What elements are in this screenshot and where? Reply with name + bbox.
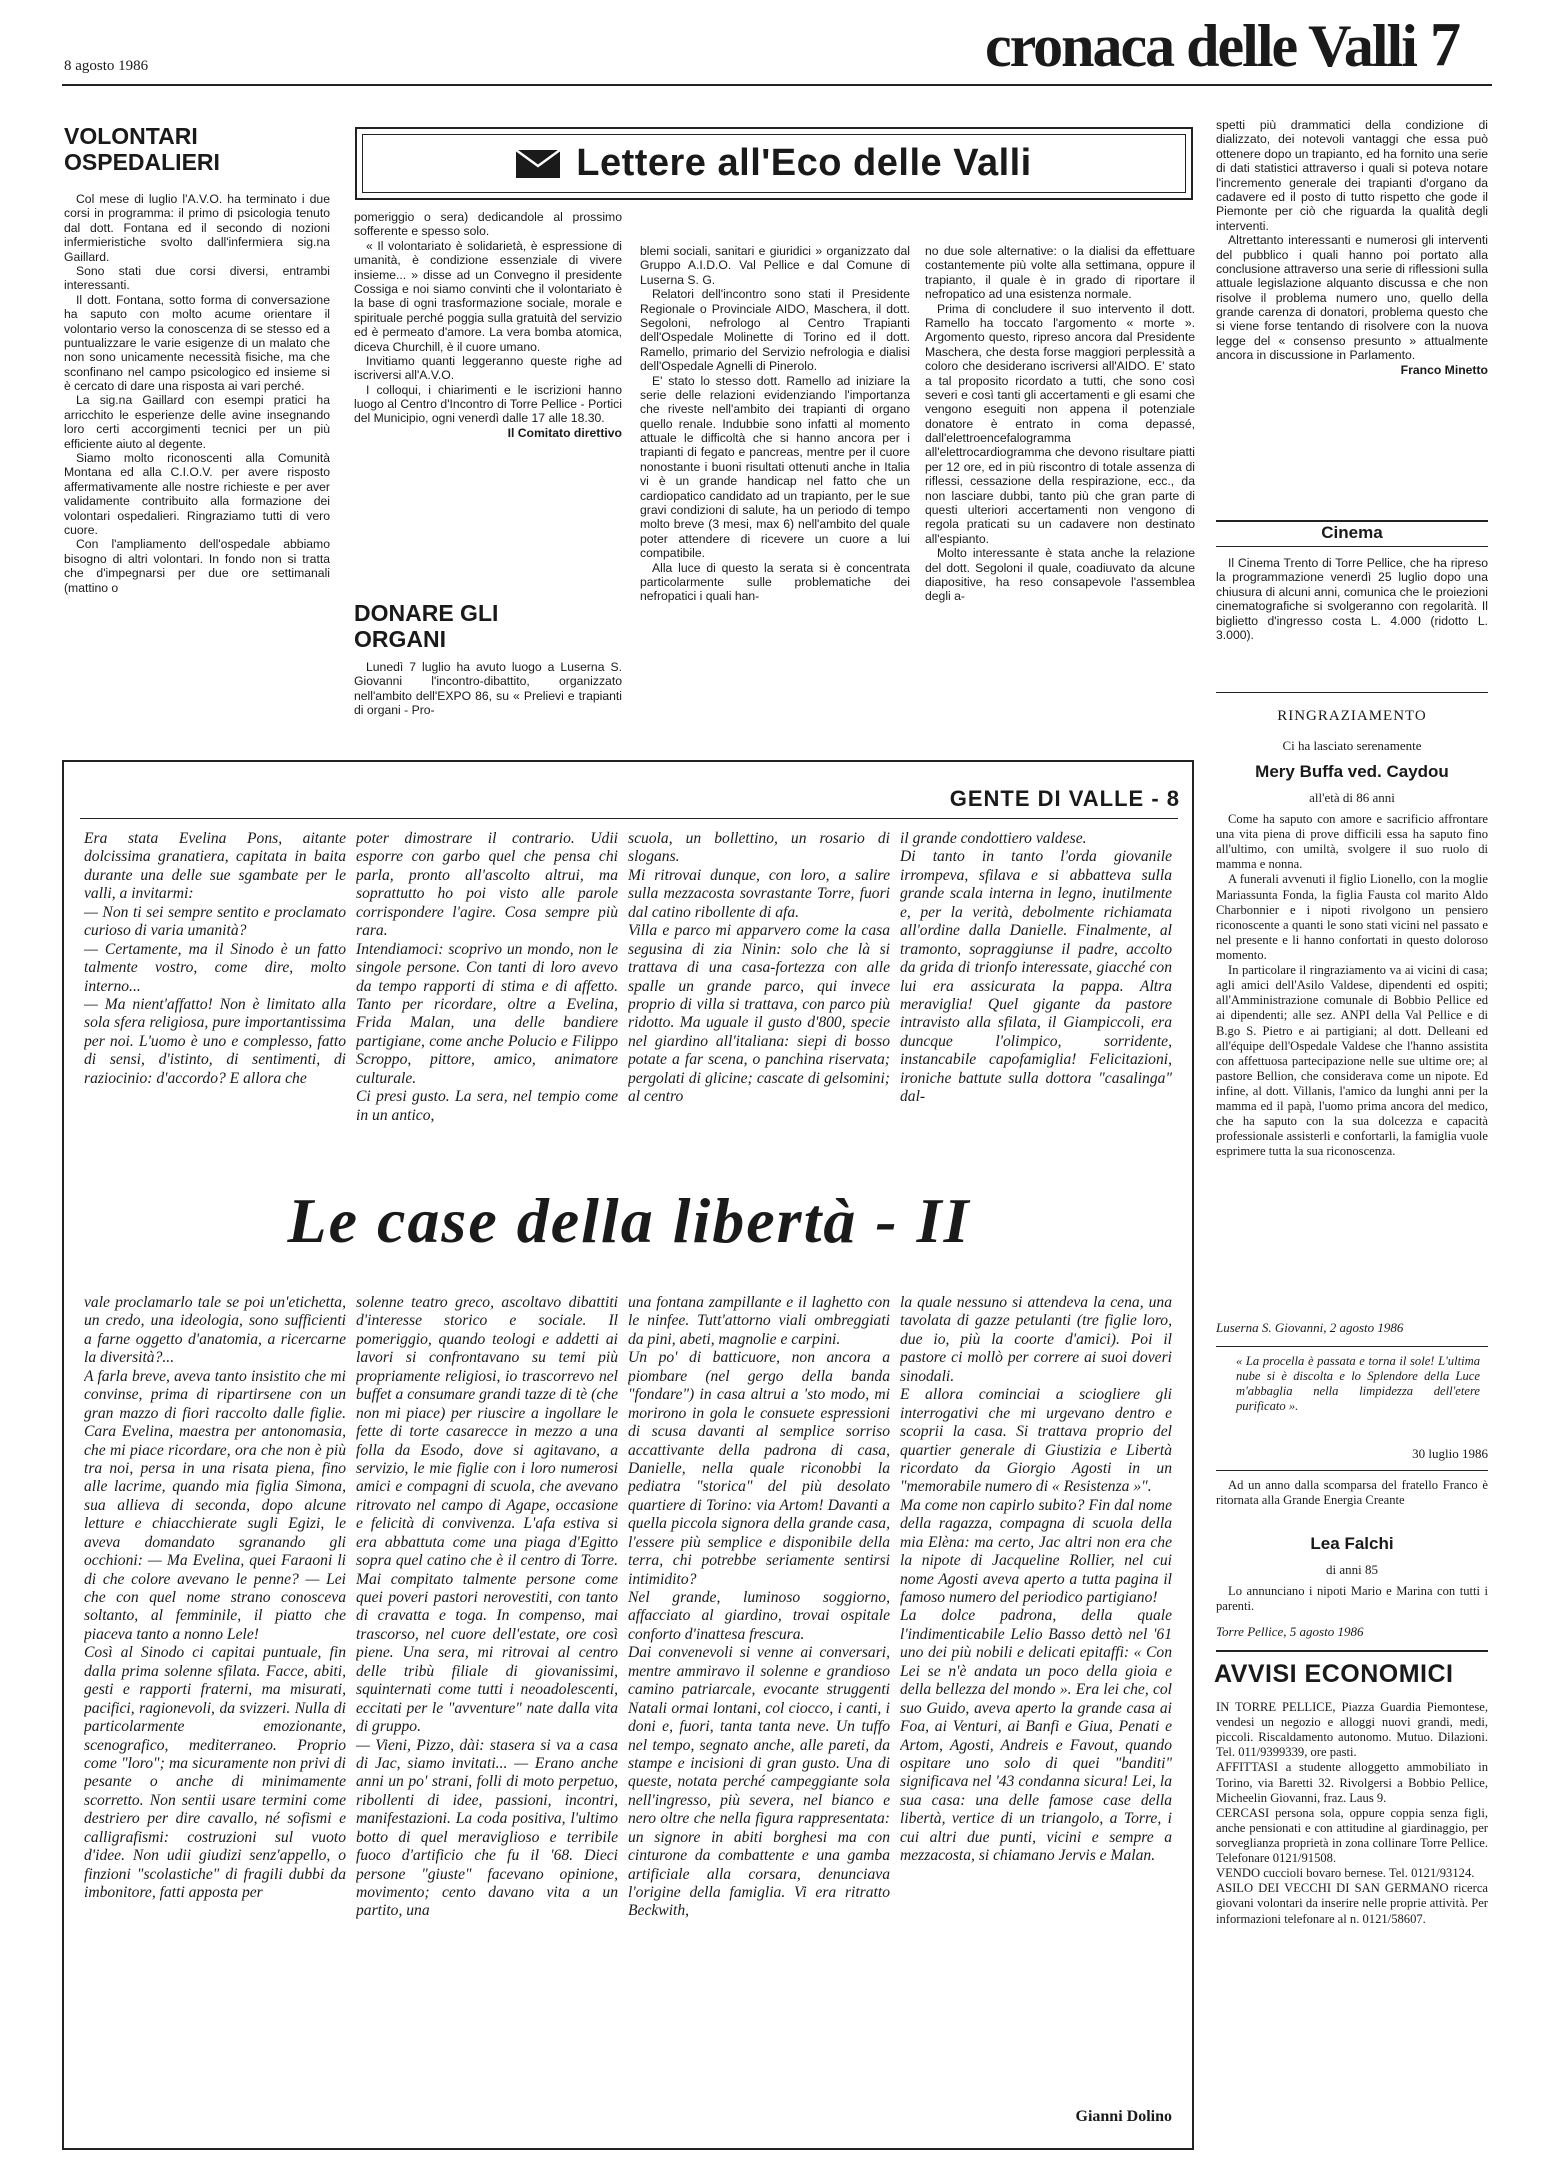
paragraph: Lo annunciano i nipoti Mario e Marina con tutti i parenti. <box>1216 1584 1488 1614</box>
procella-rule <box>1216 1470 1488 1471</box>
paragraph: Molto interessante è stata anche la relazione del dott. Segoloni il quale, coadiuvato da alcune diapositive, ha reso consapevole l'assemblea degli a- <box>925 546 1195 604</box>
gente-lower-col-4: la quale nessuno si attendeva la cena, una tavolata di gazze petulanti (tre figlie loro, due io, più la coorte d'amici). Poi il pastore ci mollò per correre ai suoi doveri sinodali. E allora cominciai a sciogliere gli interrogativi che mi urgevano dentro e scoprii la casa. Si trattava proprio del quartier generale di Giustizia e Libertà ricordato da Giorgio Agosti in un "memorabile numero di « Resistenza »". Ma come non capirlo subito? Fin dal nome della ragazza, compagna di scuola della mia Elèna: ma certo, Jac altri non era che la nipote di Jacqueline Rollier, nel cui nome Agosti aveva aperto a tutta pagina il famoso numero del periodico partigiano! La dolce padrona, della quale l'indimenticabile Lelio Basso dettò nel '61 uno dei più nobili e delicati epitaffi: « Con Lei se n'è andata un poco della gioia e della bellezza del mondo ». Era lei che, col suo Guido, aveva aperto la grande casa ai Foa, ai Venturi, ai Banfi e Giua, Penati e Artom, Agosti, Andreis e Favout, quando ospitare uno solo di quei "banditi" significava nel '43 condanna sicura! Lei, la sua casa: una delle famose case della libertà, vertice di un triangolo, a Torre, i cui altri due punti, vicini e sempre a mezzacosta, si chiamano Jervis e Malan. <box>900 1294 1172 1865</box>
falchi-intro <box>1216 1478 1488 1528</box>
paragraph: A funerali avvenuti il figlio Lionello, con la moglie Mariassunta Fonda, la figlia Fausta col marito Aldo Charbonnier e i nipoti rivolgono un pensiero riconoscente a quanti le sono stati vicini nel passato e nel presente e li hanno confortati in questo doloroso momento. <box>1216 872 1488 962</box>
avvisi-list <box>1216 1700 1488 2150</box>
cinema-rule-top <box>1216 520 1488 522</box>
page-number: 7 <box>1430 11 1461 79</box>
gente-upper-col-2: poter dimostrare il contrario. Udii esporre con garbo quel che pensa chi parla, pronto all'ascolto altrui, ma soprattutto ho poi visto alle parole corrispondere l'agire. Cosa sempre più rara. Intendiamoci: scoprivo un mondo, non le singole persone. Con tanti di loro avevo da tempo rapporti di stima e di affetto. Tanto per ricordare, oltre a Evelina, Frida Malan, una delle bandiere partigiane, come anche Polucio e Filippo Scroppo, pittore, amico, animatore culturale. Ci presi gusto. La sera, nel tempio come in un antico, <box>356 830 618 1124</box>
paragraph: I colloqui, i chiarimenti e le iscrizioni hanno luogo al Centro d'Incontro di Torre Pellice - Portici del Municipio, ogni venerdì dalle 17 alle 18.30. <box>354 382 622 426</box>
donare-intro <box>354 660 622 736</box>
ringraziamento-rule <box>1216 1346 1488 1347</box>
paragraph: Il dott. Fontana, sotto forma di conversazione ha saputo con molto acume orientare il volontario verso la conoscenza di se stesso ed a puntualizzare le varie esigenze di un malato che non sono unicamente necessità fisiche, ma che sconfinano nel campo psicologico ed insieme si è cercato di dare una risposta ai vari perché. <box>64 292 330 394</box>
classified-ad: IN TORRE PELLICE, Piazza Guardia Piemontese, vendesi un negozio e alloggi nuovi grandi, medi, piccoli. Riscaldamento autonomo. Mutuo. Dilazioni. Tel. 011/9399339, ore pasti. <box>1216 1700 1488 1760</box>
lettere-col-2 <box>640 244 910 738</box>
gente-lower-col-1: vale proclamarlo tale se poi un'etichetta, un credo, una ideologia, sono sufficienti a farne oggetto d'anatomia, a ricercarne la diversità?... A farla breve, aveva tanto insistito che mi convinse, prima di ripartirsene con un gran mazzo di fiori raccolto dalle figlie. Cara Evelina, maestra per antonomasia, che mi piace ricordare, ora che non è più tra noi, persa in una risata piena, fino alle lacrime, quando mia figlia Simona, sua allieva di seconda, dopo alcune letture e chiacchierate sugli Egizi, le aveva domandato sgranando gli occhioni: — Ma Evelina, quei Faraoni li di che colore avevano le penne? — Lei che con quel nome strano conosceva soltanto, al femminile, il piatto che piaceva tanto a nonno Lele! Così al Sinodo ci capitai puntuale, fin dalla prima solenne sfilata. Facce, abiti, gesti e rapporti fraterni, ma misurati, pacifici, ragionevoli, da svizzeri. Nulla di particolarmente emozionante, scenografico, mediterraneo. Proprio come "loro"; ma sicuramente non privi di pesante o anche di minimamente scorretto. Non sentii usare termini come destriero per dire cavallo, né sofismi e calligrafismi: costruzioni sul vuoto d'idee. Non udii giudizi senz'appello, o finzioni "scolastiche" di fragili dubbi da imbonitore, fatti apposta per <box>84 1294 346 1901</box>
lettere-col-3 <box>925 244 1195 738</box>
signature: Il Comitato direttivo <box>507 425 622 440</box>
gente-upper-col-1: Era stata Evelina Pons, aitante dolcissima granatiera, capitata in baita durante una delle sue sgambate per le valli, a invitarmi: — Non ti sei sempre sentito e proclamato curioso di varia umanità? — Certamente, ma il Sinodo è un fatto talmente vostro, come dire, molto interno... — Ma nient'affatto! Non è limitato alla sola sfera religiosa, pure importantissima per noi. L'uomo è uno e complesso, fatto di sensi, d'istinto, di sentimenti, di raziocinio: d'accordo? E allora che <box>84 830 346 1087</box>
classified-ad: ASILO DEI VECCHI DI SAN GERMANO ricerca giovani volontari da inserire nelle proprie attività. Per informazioni telefonare al n. 0121/58607. <box>1216 1881 1488 1926</box>
paragraph: Alla luce di questo la serata si è concentrata particolarmente sulle problematiche dei nefropatici i quali han- <box>640 560 910 604</box>
ringraziamento-name: Mery Buffa ved. Caydou <box>1255 762 1449 781</box>
gente-signature: Gianni Dolino <box>1075 2108 1172 2125</box>
gente-lower-col-2: solenne teatro greco, ascoltavo dibattiti d'interesse storico e sociale. Il pomeriggio, quando teologi e addetti ai lavori si confrontavano su temi più propriamente religiosi, io trascorrevo nel buffet a consumare grandi tazze di tè (che non mi piace) per riuscire a ingollare le fette di torte casarecce in mezzo a una folla da Esodo, dove si agitavano, a servizio, le mie figlie con i loro numerosi amici e compagni di scuola, che avevano ritrovato nel campo di Agape, occasione e felicità di convivenza. L'afa estiva si era abbattuta come una piaga d'Egitto sopra quel catino che è il centro di Torre. Mai compitato talmente persone come quei poveri pastori nerovestiti, con tanto di cravatta e toga. In compenso, mai trascorso, nel cuore dell'estate, ore così piene. Una sera, mi ritrovai al centro delle tribù filiale di giovanissimi, squinternati come tutti i neoadolescenti, eccitati per le "avventure" nate dalla vita di gruppo. — Vieni, Pizzo, dài: stasera si va a casa di Jac, siamo invitati... — Erano anche anni un po' strani, folli di moto perpetuo, ribollenti di idee, passioni, incontri, manifestazioni. La coda positiva, l'ultimo botto di quel meraviglioso e terribile fuoco d'artificio che fu il '68. Dieci persone "giuste" facevano opinione, movimento; cento davano vita a un partito, una <box>356 1294 618 1920</box>
paragraph: « Il volontariato è solidarietà, è espressione di umanità, è condizione essenziale di vivere insieme... » disse ad un Convegno il presidente Cossiga e noi siamo convinti che il volontariato è la base di ogni trasformazione sociale, morale e spirituale perché poggia sulla gratuità del servizio ed è permeato d'amore. La vera bomba atomica, diceva Churchill, è il cuore umano. <box>354 238 622 354</box>
paragraph: blemi sociali, sanitari e giuridici » organizzato dal Gruppo A.I.D.O. Val Pellice e dal Comune di Luserna S. G. <box>640 244 910 287</box>
paragraph: Ad un anno dalla scomparsa del fratello Franco è ritornata alla Grande Energia Creante <box>1216 1478 1488 1508</box>
cinema-rule-end <box>1216 692 1488 693</box>
falchi-body <box>1216 1584 1488 1618</box>
section-title: cronaca delle Valli <box>985 13 1416 79</box>
paragraph: no due sole alternative: o la dialisi da effettuare costantemente più volte alla settimana, oppure il trapianto, il quale è in grado di riportare il nefropatico ad una esistenza normale. <box>925 244 1195 302</box>
paragraph: In particolare il ringraziamento va ai vicini di casa; agli amici dell'Asilo Valdese, dipendenti ed ospiti; all'Amministrazione comunale di Bobbio Pellice ed ai dipendenti; alle sez. ANPI della Val Pellice e di B.go S. Pietro e ai partigiani; al dott. Delleani ed all'équipe dell'Ospedale Valdese che l'hanno assistita con affettuosa partecipazione nelle sue ultime ore; al pastore Bellion, che considerava come un nipote. Ed infine, al dott. Villanis, l'amico da lunghi anni per la mamma ed il papà, l'uomo prima ancora del medico, che ha saputo con la sua dolcezza e capacità professionale assisterli e confortarli, la famiglia vuole esprimere tutta la sua riconoscenza. <box>1216 963 1488 1159</box>
volontari-body <box>64 192 330 732</box>
lettere-col-4 <box>1216 118 1488 498</box>
lettere-col-1 <box>354 210 622 570</box>
ringraziamento-intro: Ci ha lasciato serenamente <box>1282 738 1422 753</box>
paragraph: Col mese di luglio l'A.V.O. ha terminato i due corsi in programma: il primo di psicologia tenuto dal dott. Fontana ed il secondo di nozioni infermieristiche svolto dall'infermiera sig.na Gaillard. <box>64 192 330 264</box>
volontari-title <box>64 124 344 176</box>
paragraph: Altrettanto interessanti e numerosi gli interventi del pubblico i quali hanno poi portato alla conclusione attraverso una serie di riflessioni sulla attuale legislazione alquanto discussa e che non risolve il problema numero uno, quello della grande carenza di donatori, problema questo che si viene forse tentando di risolvere con la nuova legge del « consenso presunto » attualmente ancora in discussione in Parlamento. <box>1216 233 1488 363</box>
avvisi-title: AVVISI ECONOMICI <box>1214 1660 1454 1688</box>
gente-lower-col-3: una fontana zampillante e il laghetto con le ninfee. Tutt'attorno viali ombreggiati da pini, abeti, magnolie e carpini. Un po' di batticuore, non ancora a piombare (nel gergo della banda "fondare") in casa altrui a 'sto modo, mi morirono in gola le consuete espressioni di scusa davanti al semplice sorriso accattivante della padrona di casa, Danielle, nella quale riconobbi la pediatra "storica" del più desolato quartiere di Torino: via Artom! Davanti a quella piccola signora della grande casa, l'essere più semplice e disponibile della terra, chi potrebbe seriamente sentirsi intimidito? Nel grande, luminoso soggiorno, affacciato al giardino, trovai ospitale conforto d'inattesa frescura. Dai convenevoli si venne ai conversari, mentre ammiravo il solenne e grandioso camino patriarcale, evocante struggenti Natali ormai lontani, col ciocco, i canti, i doni e, fuori, tanta tanta neve. Un tuffo nel tempo, segnato anche, alle pareti, da stampe e incisioni di gran gusto. Una di queste, notata perché campeggiante sola nell'ingresso, più severa, nel bianco e nero oltre che nella figura rappresentata: un signore in abiti borghesi ma con cinturone da combattente e una gamba artificiale alla corsara, denunciava l'origine della famiglia. Vi era ritratto Beckwith, <box>628 1294 890 1920</box>
paragraph: Sono stati due corsi diversi, entrambi interessanti. <box>64 263 330 293</box>
paragraph: spetti più drammatici della condizione di dializzato, dei notevoli vantaggi che essa può ottenere dopo un trapianto, ed ha fornito una serie di dati statistici attraverso i quali si poteva notare l'incremento generale dei trapianti d'organo da cadavere ed il posto di tutto rispetto che gode il Piemonte per ciò che riguarda la qualità degli interventi. <box>1216 118 1488 233</box>
cinema-title: Cinema <box>1321 523 1383 542</box>
paragraph: La sig.na Gaillard con esempi pratici ha arricchito le esperienze delle avine insegnando loro certi accorgimenti tecnici per un più efficiente aiuto al degente. <box>64 393 330 451</box>
classified-ad: VENDO cuccioli bovaro bernese. Tel. 0121/93124. <box>1216 1866 1475 1881</box>
gente-upper-col-3: scuola, un bollettino, un rosario di slogans. Mi ritrovai dunque, con loro, a salire sulla mezzacosta sovrastante Torre, fuori dal catino ribollente di afa. Villa e parco mi apparvero come la casa segusina di zia Ninin: solo che là si trattava di una casa-fortezza con alle spalle un grande parco, qui invece proprio di villa si trattava, con parco più ridotto. Ma uguale il gusto d'800, specie nel giardino all'italiana: siepi di bosso potate a far scena, o panchina riservata; pergolati di glicine; cascate di gelsomini; al centro <box>628 830 890 1106</box>
paragraph: Relatori dell'incontro sono stati il Presidente Regionale o Provinciale AIDO, Maschera, il dott. Segoloni, nefrologo al Centro Trapianti dell'Ospedale Molinette di Torino ed il dott. Ramello, primario del Servizio nefrologia e dialisi dell'Ospedale Agnelli di Pinerolo. <box>640 287 910 374</box>
falchi-place-date: Torre Pellice, 5 agosto 1986 <box>1216 1624 1364 1639</box>
classified-ad: AFFITTASI a studente alloggetto ammobiliato in Torino, via Baretti 32. Rivolgersi a Bobbio Pellice, Micheelin Giovanni, fraz. Laus 9. <box>1216 1760 1488 1805</box>
classified-ad: CERCASI persona sola, oppure coppia senza figli, anche pensionati e con attitudine al giardinaggio, per sorveglianza proprietà in zona collinare Torre Pellice. Telefonare 0121/91508. <box>1216 1805 1488 1866</box>
paragraph: Invitiamo quanti leggeranno queste righe ad iscriversi all'A.V.O. <box>354 353 622 383</box>
gente-label-rule <box>80 818 1178 819</box>
cinema-body <box>1216 556 1488 686</box>
paragraph: Lunedì 7 luglio ha avuto luogo a Luserna S. Giovanni l'incontro-dibattito, organizzato nell'ambito dell'EXPO 86, su « Prelievi e trapianti di organi - Pro- <box>354 660 622 718</box>
procella-quote: « La procella è passata e torna il sole! L'ultima nube si è discolta e lo Splendore della Luce m'abbaglia nella limpidezza dell'etere purificato ». <box>1236 1354 1480 1414</box>
falchi-name: Lea Falchi <box>1310 1534 1394 1553</box>
gente-upper-col-4: il grande condottiero valdese. Di tanto in tanto l'orda giovanile irrompeva, sfilava e si abbatteva sulla grande scala interna in legno, inutilmente e, per la verità, debolmente richiamata all'ordine dalla Danielle. Finalmente, al tramonto, sopraggiunse il padre, accolto da grida di trionfo interessate, giacché con lui era assicurata la pappa. Altra meraviglia! Quel gigante da pastore intravisto alla sfilata, il Giampiccoli, era duncque l'olimpico, sorridente, instancabile capofamiglia! Felicitazioni, ironiche battute sulla dottora "casalinga" dal- <box>900 830 1172 1106</box>
procella-date: 30 luglio 1986 <box>1412 1446 1488 1461</box>
ringraziamento-place-date: Luserna S. Giovanni, 2 agosto 1986 <box>1216 1320 1404 1335</box>
envelope-icon <box>516 150 560 178</box>
lettere-banner <box>355 127 1193 200</box>
gente-headline: Le case della libertà - II <box>287 1185 971 1256</box>
paragraph: pomeriggio o sera) dedicandole al prossimo sofferente e spesso solo. <box>354 210 622 239</box>
paragraph: Il Cinema Trento di Torre Pellice, che ha ripreso la programmazione venerdì 25 luglio dopo una chiusura di alcuni anni, comunica che le proiezioni cinematografiche si svolgeranno con regolarità. Il biglietto d'ingresso costa L. 4.000 (ridotto L. 3.000). <box>1216 556 1488 642</box>
paragraph: Siamo molto riconoscenti alla Comunità Montana ed alla C.I.O.V. per avere risposto affermativamente alle nostre richieste e per aver validamente contribuito alla formazione dei volontari ospedalieri. Ringraziamo tutti di vero cuore. <box>64 451 330 537</box>
paragraph: Prima di concludere il suo intervento il dott. Ramello ha toccato l'argomento « morte ». Argomento questo, ripreso ancora dal Presidente Maschera, che desta forse maggiori perplessità a coloro che desiderano iscriversi all'AIDO. E' stato a tal proposito ricordato a tutti, che sono così severi e così tanti gli accertamenti e gli esami che vengono eseguiti non appena il potenziale donatore è entrato in coma depassé, dall'elettroencefalogramma all'elettrocardiogramma che devono risultare piatti per 12 ore, ed in più riscontro di totale assenza di riflessi, cessazione della respirazione, ecc., da non lasciare dubbi, tanto più che gran parte di questi ulteriori accertamenti non vengono di regola praticati su un cadavere non destinato all'espianto. <box>925 301 1195 546</box>
ringraziamento-age: all'età di 86 anni <box>1309 790 1395 805</box>
ringraziamento-body <box>1216 812 1488 1312</box>
paragraph: Come ha saputo con amore e sacrificio affrontare una vita piena di prove difficili essa ha saputo fino all'ultimo, con umiltà, svolgere il suo ruolo di mamma e nonna. <box>1216 812 1488 872</box>
ringraziamento-title: RINGRAZIAMENTO <box>1277 708 1427 724</box>
paragraph: E' stato lo stesso dott. Ramello ad iniziare la serie delle relazioni evidenziando l'importanza che riveste nell'ambito dei trapianti di organo quello renale. Indubbie sono infatti al momento attuale le difficoltà che si hanno ancora per i trapianti di fegato e pancreas, mentre per il cuore nonostante i buoni risultati ottenuti anche in Italia vi è un grande handicap nel fatto che un cardiopatico candidato ad un trapianto, per le sue gravi condizioni di salute, ha un periodo di tempo molto breve (3 mesi, max 6) nell'ambito del quale poter attendere di ricevere un cuore a lui compatibile. <box>640 373 910 561</box>
signature: Franco Minetto <box>1400 362 1488 377</box>
lettere-title: Lettere all'Eco delle Valli <box>576 142 1032 184</box>
falchi-rule <box>1216 1650 1488 1652</box>
gente-label: GENTE DI VALLE - 8 <box>949 786 1180 811</box>
falchi-age: di anni 85 <box>1326 1562 1378 1577</box>
paragraph: Con l'ampliamento dell'ospedale abbiamo bisogno di altri volontari. In fondo non si tratta che d'impegnarsi per due ore settimanali (mattino o <box>64 537 330 595</box>
issue-date: 8 agosto 1986 <box>64 58 149 74</box>
cinema-rule-bottom <box>1216 546 1488 547</box>
donare-title: DONARE GLI ORGANI <box>354 600 499 653</box>
volontari-title-text: VOLONTARI OSPEDALIERI <box>64 123 220 175</box>
header-rule <box>62 84 1492 86</box>
